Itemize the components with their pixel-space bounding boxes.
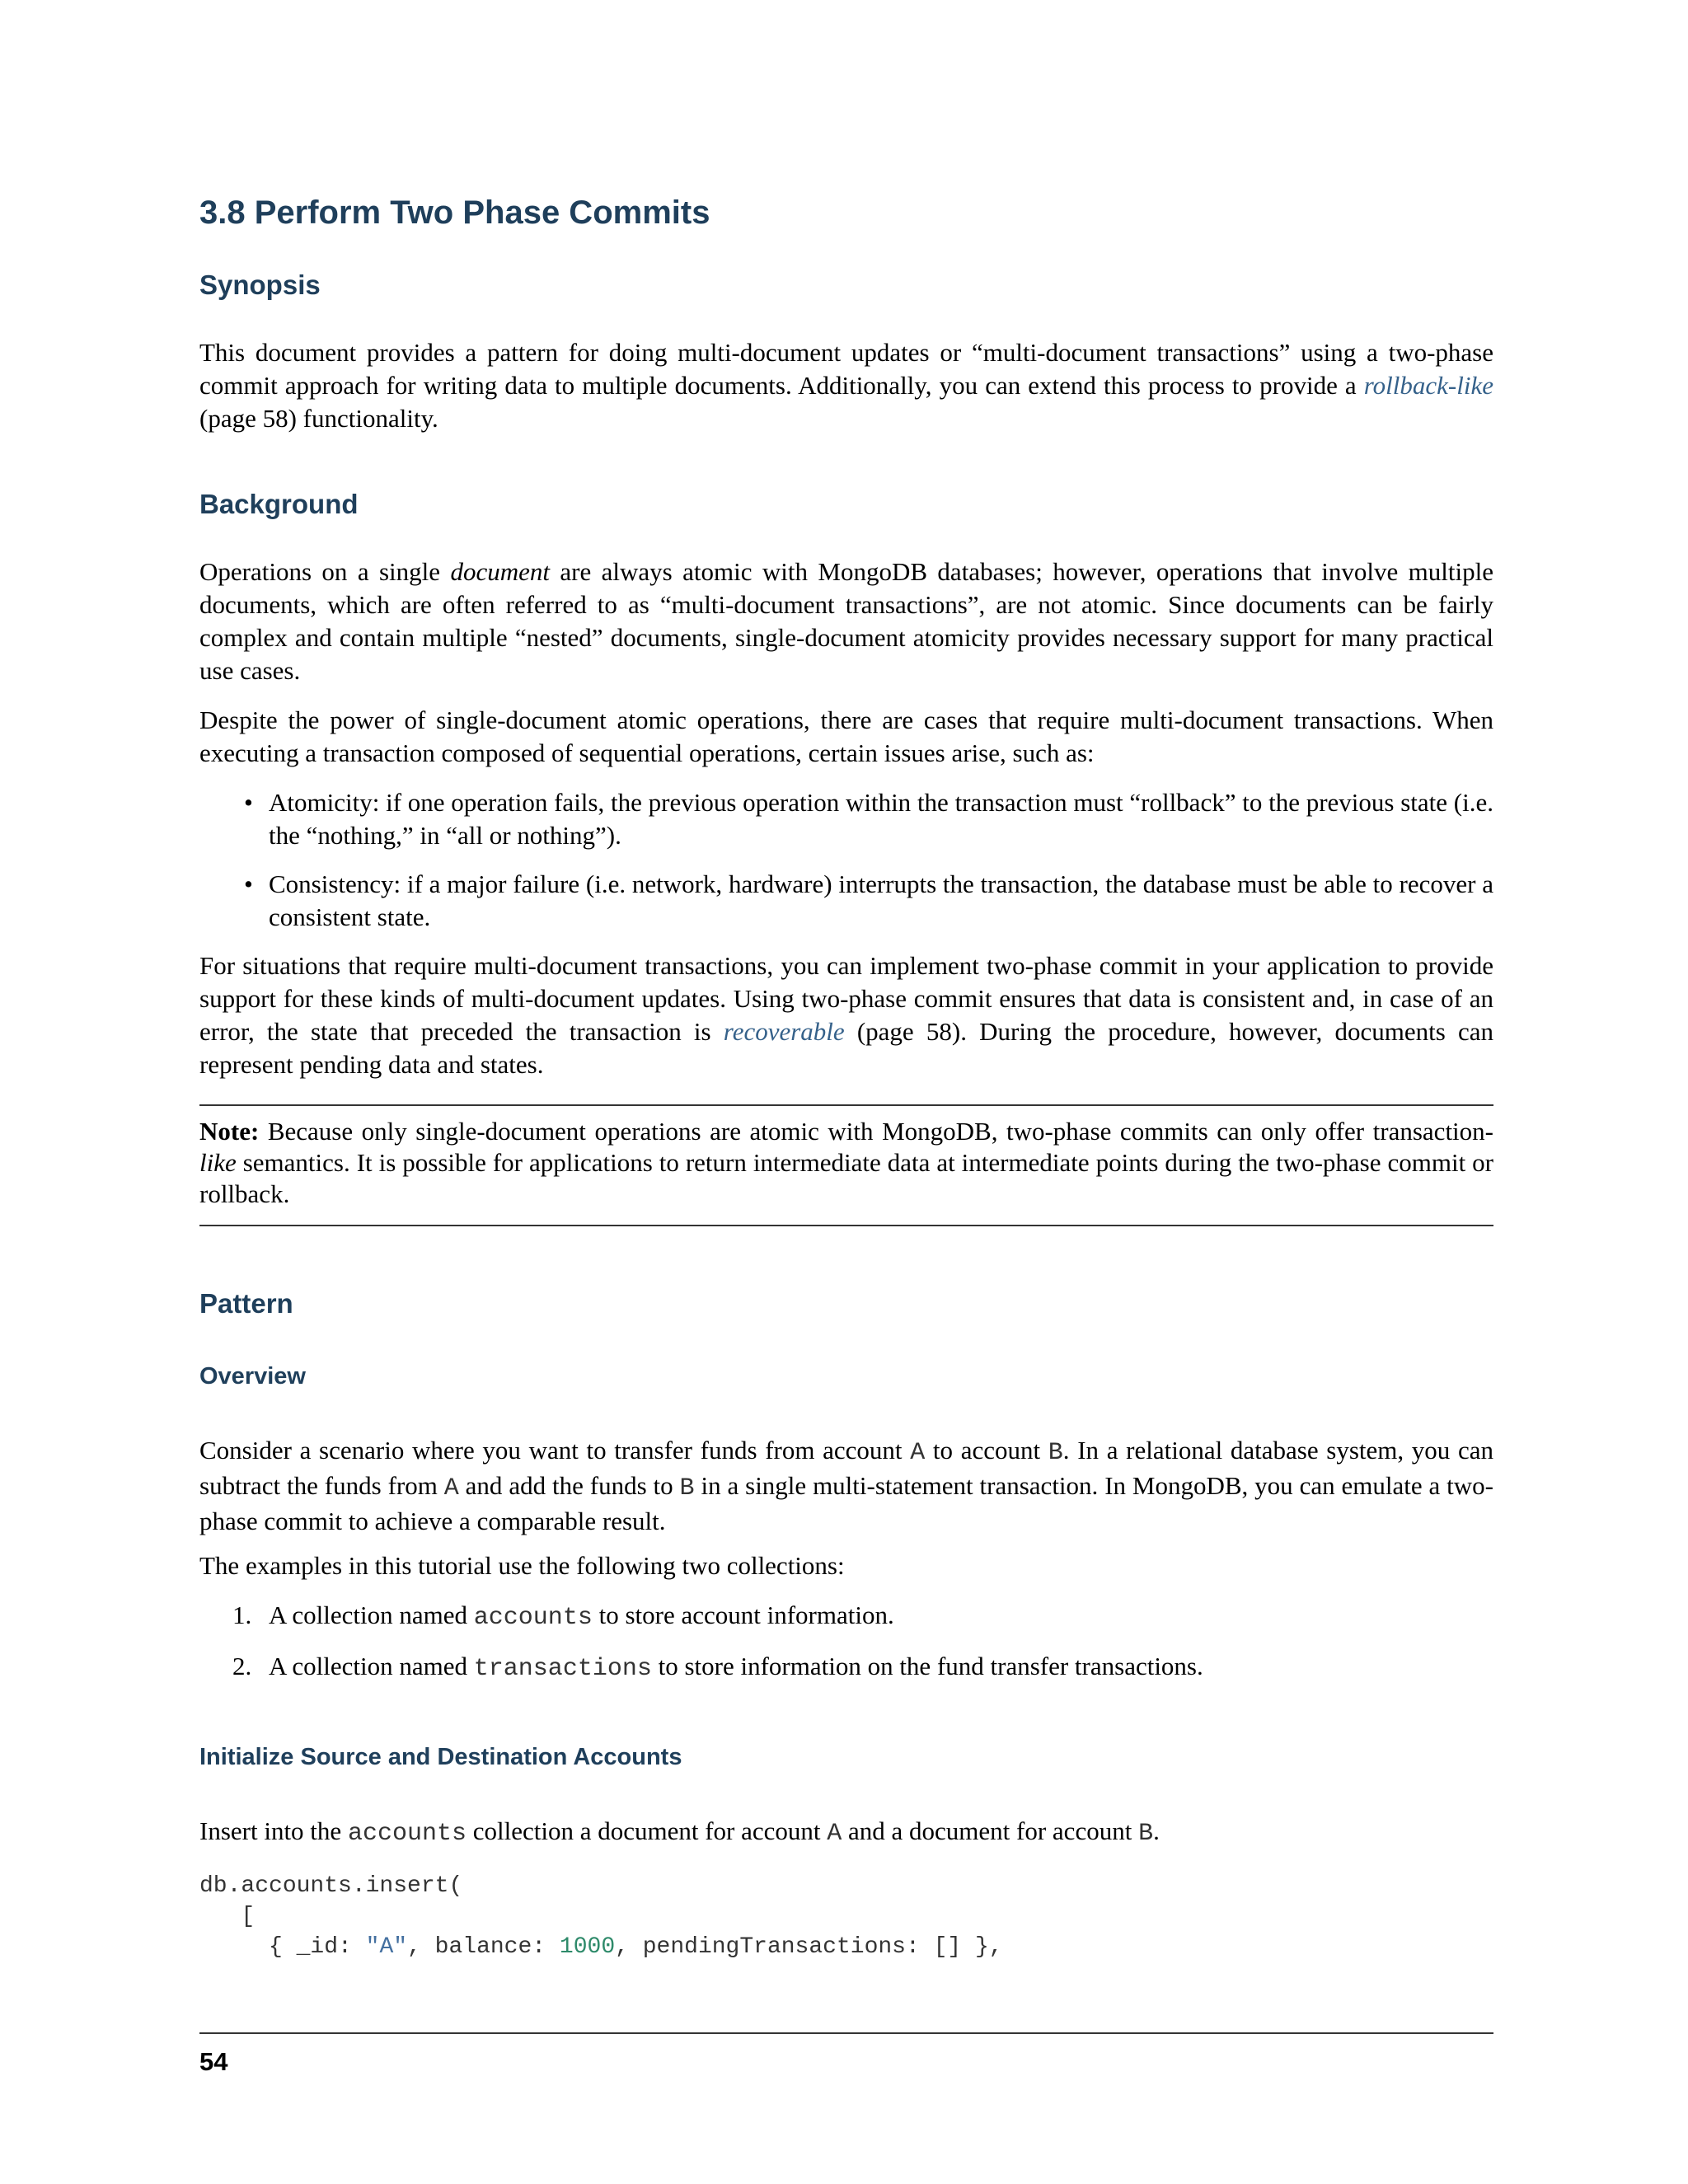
note-top-rule (199, 1104, 1493, 1106)
rollback-like-link[interactable]: rollback-like (1363, 371, 1493, 400)
overview-heading: Overview (199, 1363, 306, 1390)
collections-list (199, 1599, 1493, 1685)
background-paragraph-3: For situations that require multi-document transactions, you can implement two-phase commit in your application to provide support for these kinds of multi-document updates. Using two-phase commit ensures that data is consistent and, in case of an error, the state that preceded the transaction is recoverable (page 58). During the procedure, however, documents can represent pending data and states. (199, 951, 1493, 1079)
overview-paragraph-1: Consider a scenario where you want to transfer funds from account A to account B. In a relational database system, you can subtract the funds from A and add the funds to B in a single multi-statement transaction. In MongoDB, you can emulate a two-phase commit to achieve a comparable result. (199, 1436, 1493, 1535)
list-item: 2. A collection named transactions to store information on the fund transfer transactions. (232, 1652, 1203, 1683)
pattern-heading: Pattern (199, 1288, 293, 1319)
note-bottom-rule (199, 1225, 1493, 1226)
list-item: 1. A collection named accounts to store account information. (232, 1601, 894, 1632)
list-item: • Atomicity: if one operation fails, the previous operation within the transaction must “rollback” to the previous state (i.e. the “nothing,” in “all or nothing”). (244, 788, 1493, 850)
init-heading: Initialize Source and Destination Accounts (199, 1744, 682, 1770)
note-box: Note: Because only single-document operations are atomic with MongoDB, two-phase commits can only offer transaction-like semantics. It is possible for applications to return intermediate data at intermediate points during the two-phase commit or rollback. (199, 1117, 1493, 1208)
section-title: 3.8 Perform Two Phase Commits (199, 194, 710, 231)
bullet-icon: • (244, 869, 253, 898)
background-heading: Background (199, 489, 359, 519)
footer-rule (199, 2032, 1493, 2034)
overview-paragraph-2: The examples in this tutorial use the following two collections: (199, 1551, 845, 1580)
background-paragraph-1: Operations on a single document are always atomic with MongoDB databases; however, operations that involve multiple documents, which are often referred to as “multi-document transactions”, are not atomic. Since documents can be fairly complex and contain multiple “nested” documents, single-document atomicity provides necessary support for many practical use cases. (199, 557, 1494, 685)
page-number: 54 (199, 2047, 228, 2076)
code-block: db.accounts.insert( [ { _id: "A", balance: 1000, pendingTransactions: [] }, (199, 1873, 1003, 1960)
synopsis-heading: Synopsis (199, 269, 321, 300)
synopsis-paragraph: This document provides a pattern for doing multi-document updates or “multi-document transactions” using a two-phase commit approach for writing data to multiple documents. Additionally, you can extend this process to provide a rollback-like (page 58) functionality. (199, 338, 1493, 433)
init-paragraph: Insert into the accounts collection a document for account A and a document for account B. (199, 1816, 1160, 1848)
bullet-icon: • (244, 788, 253, 817)
list-item: • Consistency: if a major failure (i.e. network, hardware) interrupts the transaction, the database must be able to recover a consistent state. (244, 869, 1493, 931)
issues-list (199, 786, 1493, 934)
recoverable-link[interactable]: recoverable (723, 1017, 845, 1046)
note-label: Note: (199, 1117, 260, 1146)
background-paragraph-2: Despite the power of single-document atomic operations, there are cases that require multi-document transactions. When executing a transaction composed of sequential operations, certain issues arise, such as: (199, 705, 1493, 767)
